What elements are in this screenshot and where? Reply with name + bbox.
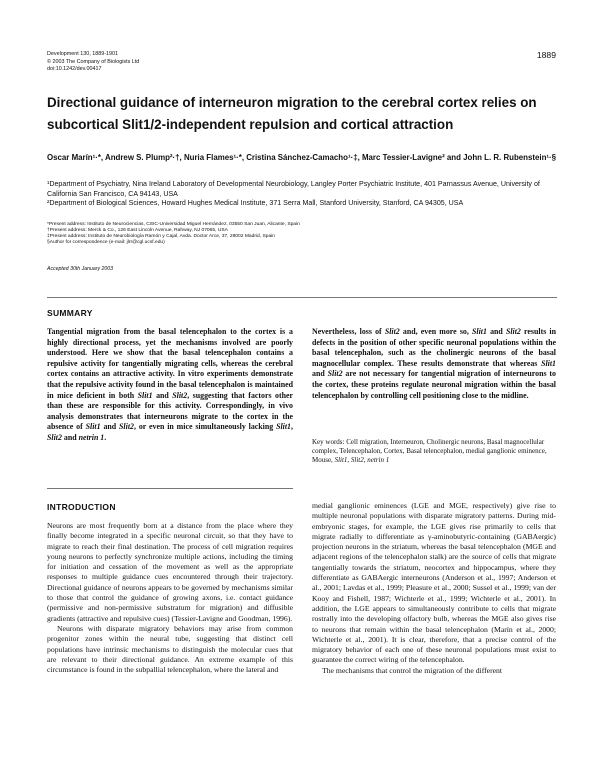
intro-paragraph-3: medial ganglionic eminences (LGE and MGE, respectively) give rise to multiple neuronal populations with disparate migratory patterns. During mid-embryonic stages, for example, the LGE gives rise primarily to cells that migrate radially to differentiate as γ-aminobutyric-containing (GABAergic) projection neurons in the striatum, whereas the basal telencephalon (MGE and adjacent regions of the telencephalon stalk) are the source of cells that migrate tangentially towards the striatum, neocortex and hippocampus, where they differentiate as GABAergic interneurons (Anderson et al., 1997; Anderson et al., 2001; Lavdas et al., 1999; Pleasure et al., 2000; Sussel et al., 1999; van der Kooy and Fishell, 1987; Wichterle et al., 1999; Wichterle et al., 2001). In addition, the LGE appears to simultaneously contribute to cells that migrate rostrally into the developing olfactory bulb, whereas the MGE also gives rise to neurons that remain within the basal telencephalon (Marín et al., 2000; Wichterle et al., 2001). It is clear, therefore, that a precise control of the migratory behavior of each one of these neuronal populations must exist to guarantee the correct wiring of the telencephalon. bbox=[312, 501, 556, 665]
divider-summary bbox=[47, 488, 293, 489]
present-addresses bbox=[47, 222, 562, 246]
intro-paragraph-4: The mechanisms that control the migration of the different bbox=[322, 665, 503, 675]
page-number: 1889 bbox=[536, 50, 556, 60]
abstract-right-column: Nevertheless, loss of Slit2 and, even more so, Slit1 and Slit2 results in defects in the position of other specific neuronal populations within the basal telencephalon, such as the cholinergic neurons of the basal magnocellular complex. These results demonstrate that whereas Slit1 and Slit2 are not necessary for tangential migration of interneurons to the cortex, these proteins regulate neuronal migration within the basal telencephalon by controlling cell positioning close to the midline. bbox=[312, 327, 557, 400]
divider-top bbox=[47, 297, 557, 298]
summary-heading: SUMMARY bbox=[47, 308, 93, 318]
correspondence: §Author for correspondence (e-mail: jlrr@cgl.ucsf.edu) bbox=[47, 240, 165, 246]
article-title: Directional guidance of interneuron migration to the cerebral cortex relies on subcortical Slit1/2-independent repulsion and cortical attraction bbox=[47, 95, 537, 132]
intro-paragraph-2: Neurons with disparate migratory behaviors may arise from common progenitor zones within the neural tube, suggesting that distinct cell populations have intrinsic mechanisms to distinguish the molecular cues that are relevant to their directional guidance. An extreme example of this circumstance is found in the subpallial telencephalon, where the lateral and bbox=[47, 623, 293, 675]
copyright: © 2003 The Company of Biologists Ltd bbox=[47, 58, 140, 65]
affiliation-1: ¹Department of Psychiatry, Nina Ireland Laboratory of Developmental Neurobiology, Langley Porter Psychiatric Institute, 401 Parnassus Avenue, University of California San Francisco, CA 94143, USA bbox=[47, 180, 540, 198]
intro-paragraph-1: Neurons are most frequently born at a distance from the place where they finally become integrated in a specific neuronal circuit, so that they have to migrate to reach their final destination. The process of cell migration requires young neurons to perfectly synchronize multiple actions, including the timing for initiation and cessation of the movement as well as the appropriate responses to multiple guidance cues encountered through their trajectory. Directional guidance of neurons appears to be governed by mechanisms similar to those that control the guidance of growing axons, i.e. contact guidance (permissive and non-permissive substratum for migration) and diffusible gradients (attractive and repulsive cues) (Tessier-Lavigne and Goodman, 1996). bbox=[47, 521, 293, 623]
intro-right-column bbox=[312, 501, 556, 676]
present-address-3: ‡Present address: Instituto de Neurobiología Ramón y Cajal, Avda. Doctor Arce, 37, 28002 Madrid, Spain bbox=[47, 234, 275, 240]
keywords: Key words: Cell migration, Interneuron, Cholinergic neurons, Basal magnocellular complex, Telencephalon, Cortex, Basal telencephalon, medial ganglionic eminence, Mouse, Slit1, Slit2, netrin 1 bbox=[312, 438, 547, 465]
doi: doi:10.1242/dev.00417 bbox=[47, 66, 102, 73]
present-address-1: *Present address: Instituto de Neurociencias, CSIC-Universidad Miguel Hernández, 03550 San Juan, Alicante, Spain bbox=[47, 222, 300, 227]
intro-left-column bbox=[47, 521, 293, 675]
accepted-date: Accepted 30th January 2003 bbox=[47, 266, 114, 272]
present-address-2: †Present address: Merck & Co., 126 East Lincoln Avenue, Rahway, NJ 07065, USA bbox=[47, 228, 228, 234]
journal-header bbox=[47, 51, 139, 74]
introduction-heading: INTRODUCTION bbox=[47, 502, 116, 512]
affiliation-2: ²Department of Biological Sciences, Howard Hughes Medical Institute, 371 Serra Mall, Stanford University, Stanford, CA 94305, USA bbox=[47, 199, 464, 208]
abstract-left-column: Tangential migration from the basal telencephalon to the cortex is a highly directional process, yet the mechanisms involved are poorly understood. Here we show that the basal telencephalon contains a repulsive activity for tangentially migrating cells, whereas the cerebral cortex contains an attractive activity. In vitro experiments demonstrate that the repulsive activity found in the basal telencephalon is maintained in mice deficient in both Slit1 and Slit2, suggesting that factors other than these are responsible for this activity. Correspondingly, in vivo analysis demonstrates that interneurons migrate to the cortex in the absence of Slit1 and Slit2, or even in mice simultaneously lacking Slit1, Slit2 and netrin 1. bbox=[47, 327, 293, 442]
affiliations bbox=[47, 180, 562, 209]
journal-citation: Development 130, 1889-1901 bbox=[47, 51, 119, 57]
author-list: Oscar Marín¹·*, Andrew S. Plump²·†, Nuria Flames¹·*, Cristina Sánchez-Camacho¹·‡, Marc Tessier-Lavigne² and John L. R. Rubenstein¹·§ bbox=[47, 153, 557, 162]
